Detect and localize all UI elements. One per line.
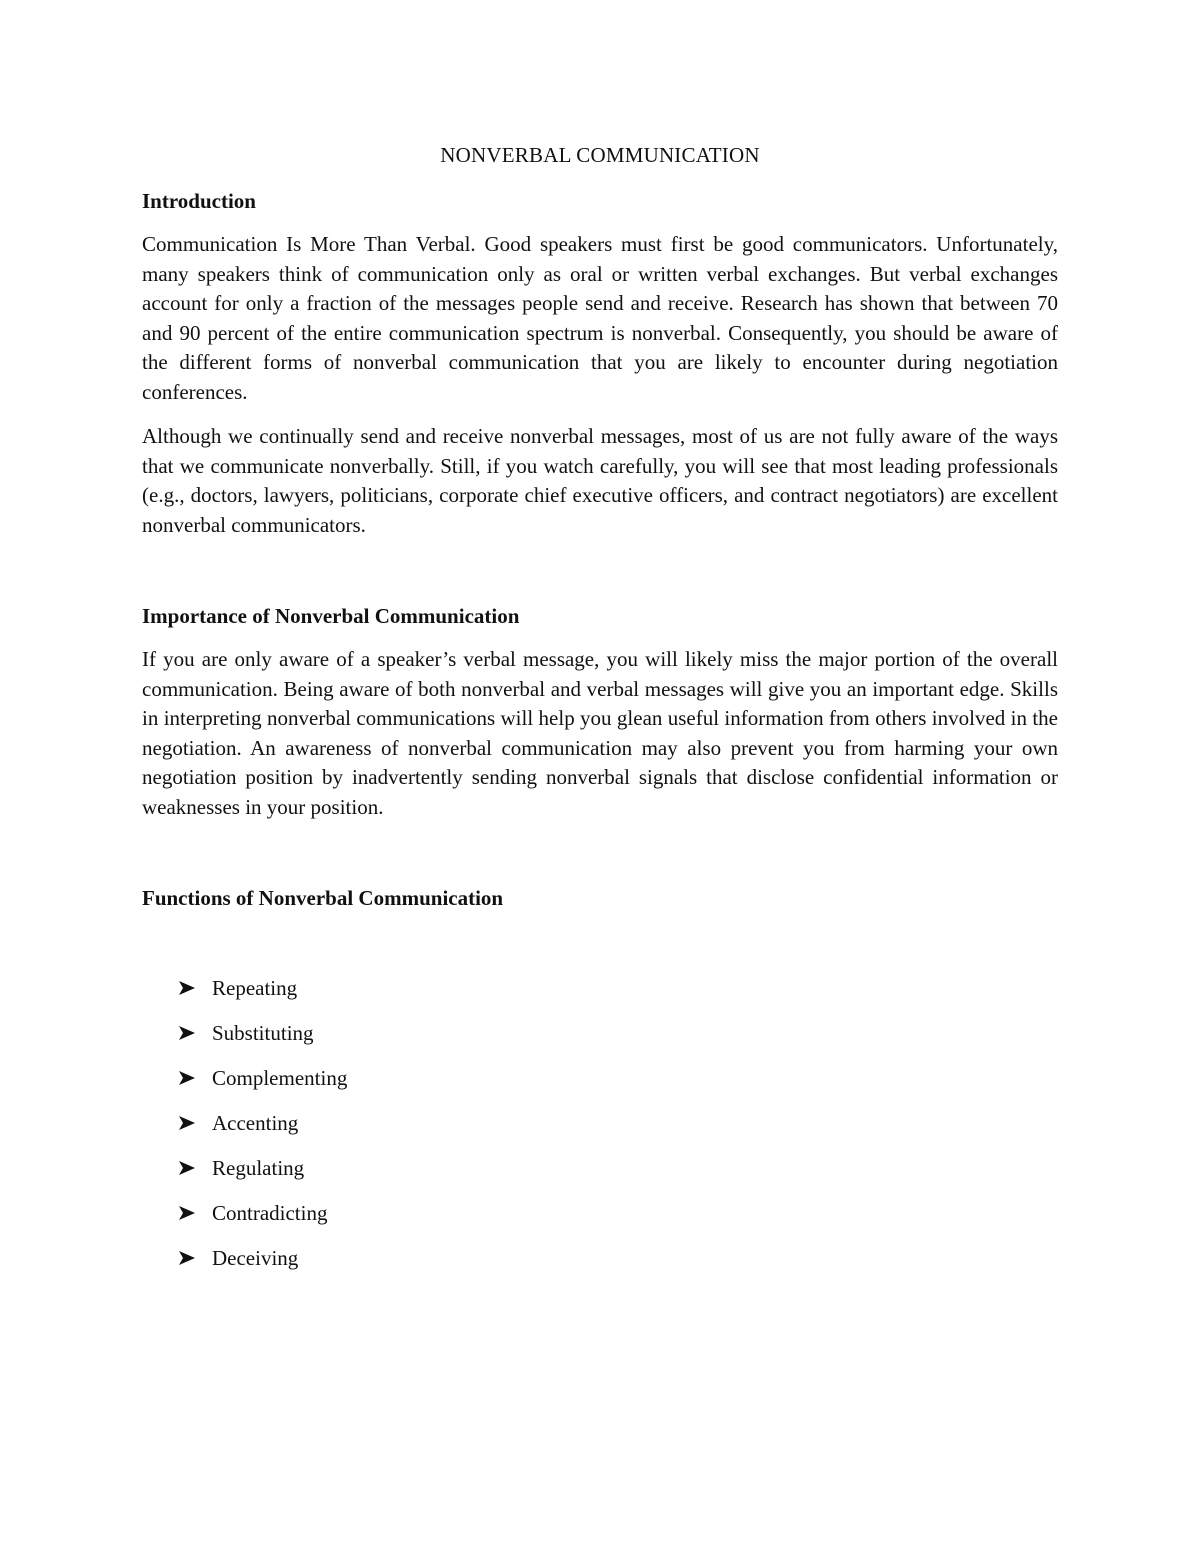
list-item — [178, 1198, 1058, 1228]
arrowhead-bullet-icon — [178, 1160, 212, 1176]
list-item — [178, 1153, 1058, 1183]
list-item — [178, 1243, 1058, 1273]
list-item-label: Complementing — [212, 1066, 348, 1090]
section-heading-introduction: Introduction — [142, 189, 256, 213]
list-item-label: Accenting — [212, 1111, 299, 1135]
list-item-label: Substituting — [212, 1021, 314, 1045]
arrowhead-bullet-icon — [178, 1115, 212, 1131]
arrowhead-bullet-icon — [178, 980, 212, 996]
arrowhead-bullet-icon — [178, 1025, 212, 1041]
functions-list — [142, 973, 1058, 1273]
list-item-label: Deceiving — [212, 1246, 299, 1270]
arrowhead-bullet-icon — [178, 1205, 212, 1221]
list-item — [178, 1018, 1058, 1048]
list-item — [178, 1063, 1058, 1093]
introduction-paragraph-1: Communication Is More Than Verbal. Good speakers must first be good communicators. Unfortunately, many speakers think of communication only as oral or written verbal exchanges. But verbal exchanges account for only a fraction of the messages people send and receive. Research has shown that between 70 and 90 percent of the entire communication spectrum is nonverbal. Consequently, you should be aware of the different forms of nonverbal communication that you are likely to encounter during negotiation conferences. — [142, 232, 1058, 404]
introduction-paragraph-2: Although we continually send and receive nonverbal messages, most of us are not fully aware of the ways that we communicate nonverbally. Still, if you watch carefully, you will see that most leading professionals (e.g., doctors, lawyers, politicians, corporate chief executive officers, and contract negotiators) are excellent nonverbal communicators. — [142, 424, 1058, 537]
list-item — [178, 1108, 1058, 1138]
list-item-label: Repeating — [212, 976, 298, 1000]
list-item-label: Contradicting — [212, 1201, 328, 1225]
arrowhead-bullet-icon — [178, 1070, 212, 1086]
document-title: NONVERBAL COMMUNICATION — [440, 143, 760, 167]
section-heading-importance: Importance of Nonverbal Communication — [142, 604, 520, 628]
list-item — [178, 973, 1058, 1003]
list-item-label: Regulating — [212, 1156, 305, 1180]
importance-paragraph: If you are only aware of a speaker’s verbal message, you will likely miss the major portion of the overall communication. Being aware of both nonverbal and verbal messages will give you an important edge. Skills in interpreting nonverbal communications will help you glean useful information from others involved in the negotiation. An awareness of nonverbal communication may also prevent you from harming your own negotiation position by inadvertently sending nonverbal signals that disclose confidential information or weaknesses in your position. — [142, 647, 1058, 819]
arrowhead-bullet-icon — [178, 1250, 212, 1266]
document-page — [142, 140, 1058, 1288]
section-heading-functions: Functions of Nonverbal Communication — [142, 886, 504, 910]
